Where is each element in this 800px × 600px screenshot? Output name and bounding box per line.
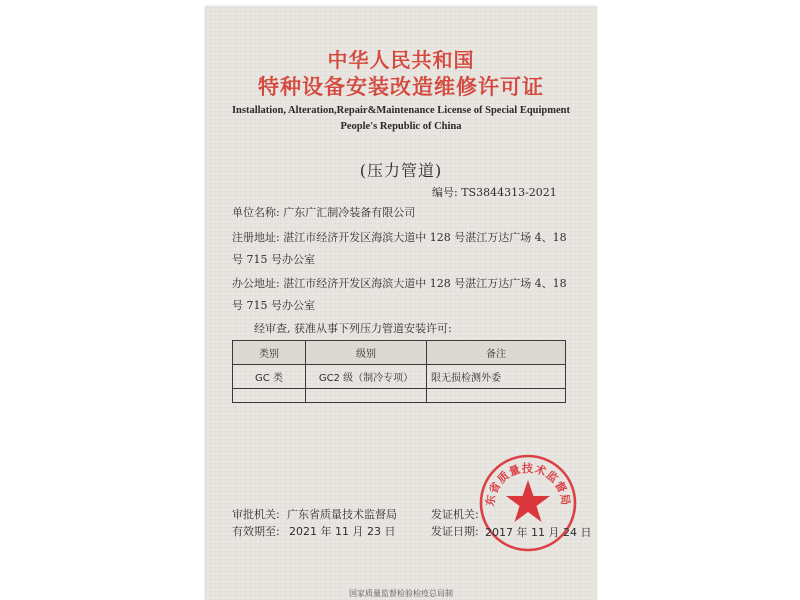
table-row <box>233 365 566 389</box>
approval-statement: 经审查, 获准从事下列压力管道安装许可: <box>254 322 452 335</box>
issue-date-label: 发证日期: <box>431 525 479 538</box>
issuer-footer: 国家质量监督检验检疫总局制 <box>349 589 453 598</box>
license-number: 编号: TS3844313-2021 <box>432 186 557 199</box>
office-address-line-2: 号 715 号办公室 <box>232 299 315 312</box>
table-header-remarks: 备注 <box>427 341 566 365</box>
license-scope-table <box>232 340 566 403</box>
table-row-empty <box>233 389 566 403</box>
unit-name: 单位名称: 广东广汇制冷装备有限公司 <box>232 206 416 219</box>
license-category: (压力管道) <box>359 161 443 180</box>
registered-address-line-2: 号 715 号办公室 <box>232 253 315 266</box>
title-line-2: 特种设备安装改造维修许可证 <box>258 75 544 99</box>
title-line-1: 中华人民共和国 <box>327 48 475 72</box>
table-header-row <box>233 341 566 365</box>
english-title-line-1: Installation, Alteration,Repair&Maintenance License of Special Equipment <box>231 105 571 116</box>
table-cell-level: GC2 级（制冷专项） <box>306 365 427 389</box>
table-cell-remarks: 限无损检测外委 <box>427 365 566 389</box>
table-header-level: 级别 <box>306 341 427 365</box>
table-header-category: 类别 <box>233 341 306 365</box>
table-cell-category: GC 类 <box>233 365 306 389</box>
license-certificate <box>205 6 597 600</box>
approval-authority-label: 审批机关: <box>232 508 280 521</box>
validity-label: 有效期至: <box>232 525 280 538</box>
validity-date: 2021 年 11 月 23 日 <box>289 525 396 538</box>
office-address-line-1: 办公地址: 湛江市经济开发区海滨大道中 128 号湛江万达广场 4、18 <box>232 277 567 290</box>
issuing-authority-label: 发证机关: <box>431 508 479 521</box>
seal-text: 东省质量技术监督局 <box>483 461 573 507</box>
approval-authority: 广东省质量技术监督局 <box>287 508 397 521</box>
english-title-line-2: People's Republic of China <box>340 121 462 132</box>
registered-address-line-1: 注册地址: 湛江市经济开发区海滨大道中 128 号湛江万达广场 4、18 <box>232 231 567 244</box>
issue-date: 2017 年 11 月 24 日 <box>485 526 592 539</box>
